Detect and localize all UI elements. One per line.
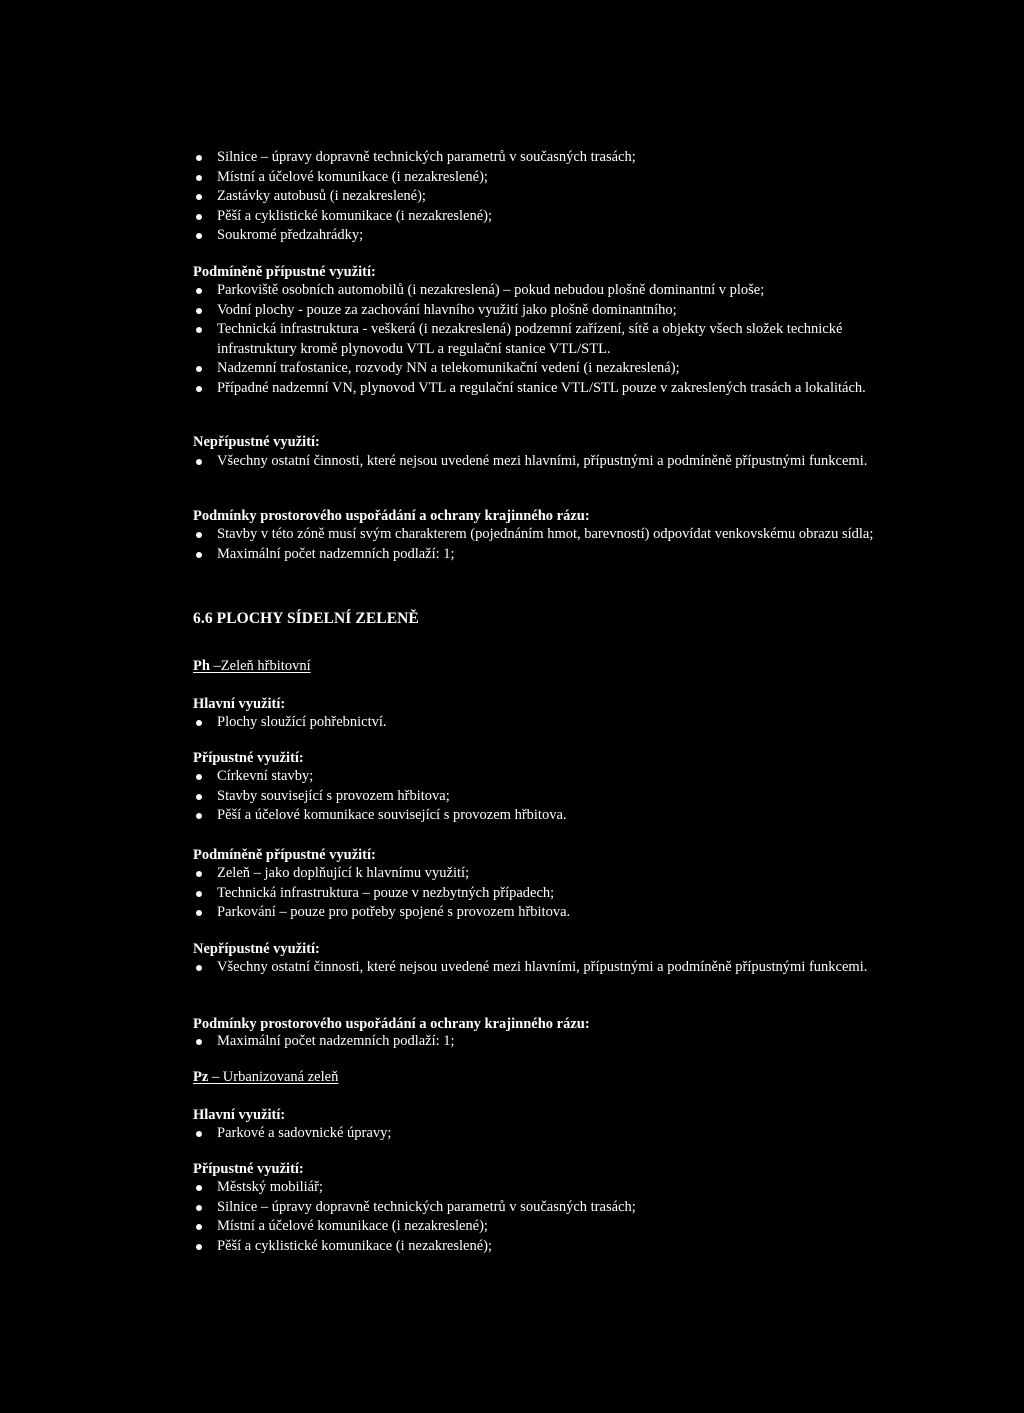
list-item-text: Pěší a účelové komunikace související s provozem hřbitova. bbox=[217, 807, 567, 823]
list-item bbox=[0, 207, 1024, 227]
bullet-icon bbox=[196, 155, 202, 161]
list-item bbox=[0, 884, 1024, 904]
bullet-icon bbox=[196, 774, 202, 780]
bullet-list-block2 bbox=[0, 281, 1024, 398]
bullet-icon bbox=[196, 386, 202, 392]
list-item bbox=[0, 806, 1024, 826]
list-item-text: Stavby související s provozem hřbitova; bbox=[217, 787, 450, 804]
bullet-list-ph-main bbox=[0, 713, 1024, 733]
list-item bbox=[0, 525, 1024, 545]
bullet-icon bbox=[196, 552, 202, 558]
bullet-icon bbox=[196, 910, 202, 916]
list-item-text: Maximální počet nadzemních podlaží: 1; bbox=[217, 545, 455, 562]
list-item-text: Parkování – pouze pro potřeby spojené s provozem hřbitova. bbox=[217, 904, 571, 920]
section-heading: Přípustné využití: bbox=[193, 1161, 304, 1177]
list-item bbox=[0, 281, 1024, 301]
list-item bbox=[0, 1217, 1024, 1237]
section-heading: Podmíněně přípustné využití: bbox=[193, 847, 376, 863]
bullet-icon bbox=[196, 194, 202, 200]
section-heading: Hlavní využití: bbox=[193, 1107, 286, 1123]
list-item-text: Případné nadzemní VN, plynovod VTL a regulační stanice VTL/STL pouze v zakreslených trasách a lokalitách. bbox=[217, 379, 866, 396]
bullet-icon bbox=[196, 871, 202, 877]
bullet-icon bbox=[196, 214, 202, 220]
subsection-name: – Urbanizovaná zeleň bbox=[208, 1069, 339, 1085]
bullet-icon bbox=[196, 1244, 202, 1250]
list-item bbox=[0, 168, 1024, 188]
bullet-list-ph-forbidden bbox=[0, 958, 1024, 978]
list-item-text: Vodní plochy - pouze za zachování hlavního využití jako plošně dominantního; bbox=[217, 301, 677, 318]
bullet-icon bbox=[196, 1224, 202, 1230]
subsection-code: Pz bbox=[193, 1069, 209, 1085]
bullet-list-ph-conditional bbox=[0, 864, 1024, 923]
list-item-text: Místní a účelové komunikace (i nezakreslené); bbox=[217, 168, 488, 185]
list-item bbox=[0, 1124, 1024, 1144]
list-item-text: Městský mobiliář; bbox=[217, 1179, 323, 1195]
subsection-title-pz bbox=[193, 1069, 338, 1086]
list-item-text: Soukromé předzahrádky; bbox=[217, 227, 364, 243]
list-item-text: Plochy sloužící pohřebnictví. bbox=[217, 714, 387, 730]
list-item bbox=[0, 187, 1024, 207]
list-item bbox=[0, 545, 1024, 565]
subsection-name: –Zeleň hřbitovní bbox=[209, 658, 311, 674]
bullet-icon bbox=[196, 1039, 202, 1045]
list-item-text: Parkové a sadovnické úpravy; bbox=[217, 1125, 392, 1141]
list-item bbox=[0, 1032, 1024, 1052]
bullet-icon bbox=[196, 813, 202, 819]
list-item-text: Všechny ostatní činnosti, které nejsou uvedené mezi hlavními, přípustnými a podmíněně přípustnými funkcemi. bbox=[217, 453, 868, 469]
list-item-text: Církevní stavby; bbox=[217, 768, 314, 784]
list-item bbox=[0, 452, 1024, 472]
list-item bbox=[0, 301, 1024, 321]
bullet-icon bbox=[196, 327, 202, 333]
list-item-text: Silnice – úpravy dopravně technických parametrů v současných trasách; bbox=[217, 1198, 636, 1215]
list-item bbox=[0, 1178, 1024, 1198]
list-item-text: Místní a účelové komunikace (i nezakreslené); bbox=[217, 1218, 488, 1234]
list-item-text: Zeleň – jako doplňující k hlavnímu využití; bbox=[217, 865, 470, 881]
bullet-icon bbox=[196, 794, 202, 800]
list-item bbox=[0, 713, 1024, 733]
bullet-icon bbox=[196, 175, 202, 181]
bullet-list-pz-main bbox=[0, 1124, 1024, 1144]
list-item-text: Maximální počet nadzemních podlaží: 1; bbox=[217, 1033, 455, 1049]
list-item bbox=[0, 1237, 1024, 1257]
list-item bbox=[0, 226, 1024, 246]
bullet-list-block3 bbox=[0, 452, 1024, 472]
bullet-icon bbox=[196, 308, 202, 314]
list-item bbox=[0, 767, 1024, 787]
bullet-icon bbox=[196, 1205, 202, 1211]
list-item-text: Silnice – úpravy dopravně technických parametrů v současných trasách; bbox=[217, 149, 636, 165]
bullet-list-ph-allowed bbox=[0, 767, 1024, 826]
list-item bbox=[0, 903, 1024, 923]
section-heading: Podmínky prostorového uspořádání a ochrany krajinného rázu: bbox=[193, 508, 590, 524]
bullet-icon bbox=[196, 891, 202, 897]
subsection-code: Ph bbox=[193, 658, 210, 674]
bullet-list-block4 bbox=[0, 525, 1024, 564]
section-title: 6.6 PLOCHY SÍDELNÍ ZELENĚ bbox=[193, 610, 419, 627]
bullet-icon bbox=[196, 459, 202, 465]
list-item-text: Pěší a cyklistické komunikace (i nezakreslené); bbox=[217, 207, 492, 224]
bullet-icon bbox=[196, 233, 202, 239]
list-item-text: Stavby v této zóně musí svým charakterem (pojednáním hmot, barevností) odpovídat venkovskému obrazu sídla; bbox=[217, 526, 874, 542]
list-item bbox=[0, 1198, 1024, 1218]
list-item bbox=[0, 320, 1024, 359]
list-item-text: Pěší a cyklistické komunikace (i nezakreslené); bbox=[217, 1237, 492, 1254]
bullet-icon bbox=[196, 1185, 202, 1191]
section-heading: Nepřípustné využití: bbox=[193, 941, 320, 957]
section-heading: Přípustné využití: bbox=[193, 750, 304, 766]
bullet-icon bbox=[196, 366, 202, 372]
list-item bbox=[0, 359, 1024, 379]
list-item bbox=[0, 148, 1024, 168]
section-heading: Podmíněně přípustné využití: bbox=[193, 264, 376, 280]
section-heading: Podmínky prostorového uspořádání a ochrany krajinného rázu: bbox=[193, 1016, 590, 1032]
bullet-icon bbox=[196, 1131, 202, 1137]
bullet-icon bbox=[196, 532, 202, 538]
list-item bbox=[0, 379, 1024, 399]
list-item-text: Technická infrastruktura – pouze v nezbytných případech; bbox=[217, 884, 555, 901]
section-heading: Hlavní využití: bbox=[193, 696, 286, 712]
list-item-text: Zastávky autobusů (i nezakreslené); bbox=[217, 188, 426, 204]
list-item-text: Technická infrastruktura - veškerá (i nezakreslená) podzemní zařízení, sítě a objekty všech složek technické infrastruktury kromě plynovodu VTL a regulační stanice VTL/STL. bbox=[217, 321, 843, 357]
bullet-list-pz-allowed bbox=[0, 1178, 1024, 1256]
bullet-icon bbox=[196, 720, 202, 726]
bullet-icon bbox=[196, 965, 202, 971]
bullet-list-ph-spatial bbox=[0, 1032, 1024, 1052]
list-item bbox=[0, 958, 1024, 978]
list-item bbox=[0, 864, 1024, 884]
list-item-text: Nadzemní trafostanice, rozvody NN a telekomunikační vedení (i nezakreslená); bbox=[217, 360, 680, 376]
bullet-list-block1 bbox=[0, 148, 1024, 246]
list-item-text: Parkoviště osobních automobilů (i nezakreslená) – pokud nebudou plošně dominantní v ploše; bbox=[217, 282, 765, 298]
section-heading: Nepřípustné využití: bbox=[193, 434, 320, 450]
list-item bbox=[0, 787, 1024, 807]
subsection-title-ph bbox=[193, 658, 311, 675]
list-item-text: Všechny ostatní činnosti, které nejsou uvedené mezi hlavními, přípustnými a podmíněně přípustnými funkcemi. bbox=[217, 959, 868, 975]
bullet-icon bbox=[196, 288, 202, 294]
